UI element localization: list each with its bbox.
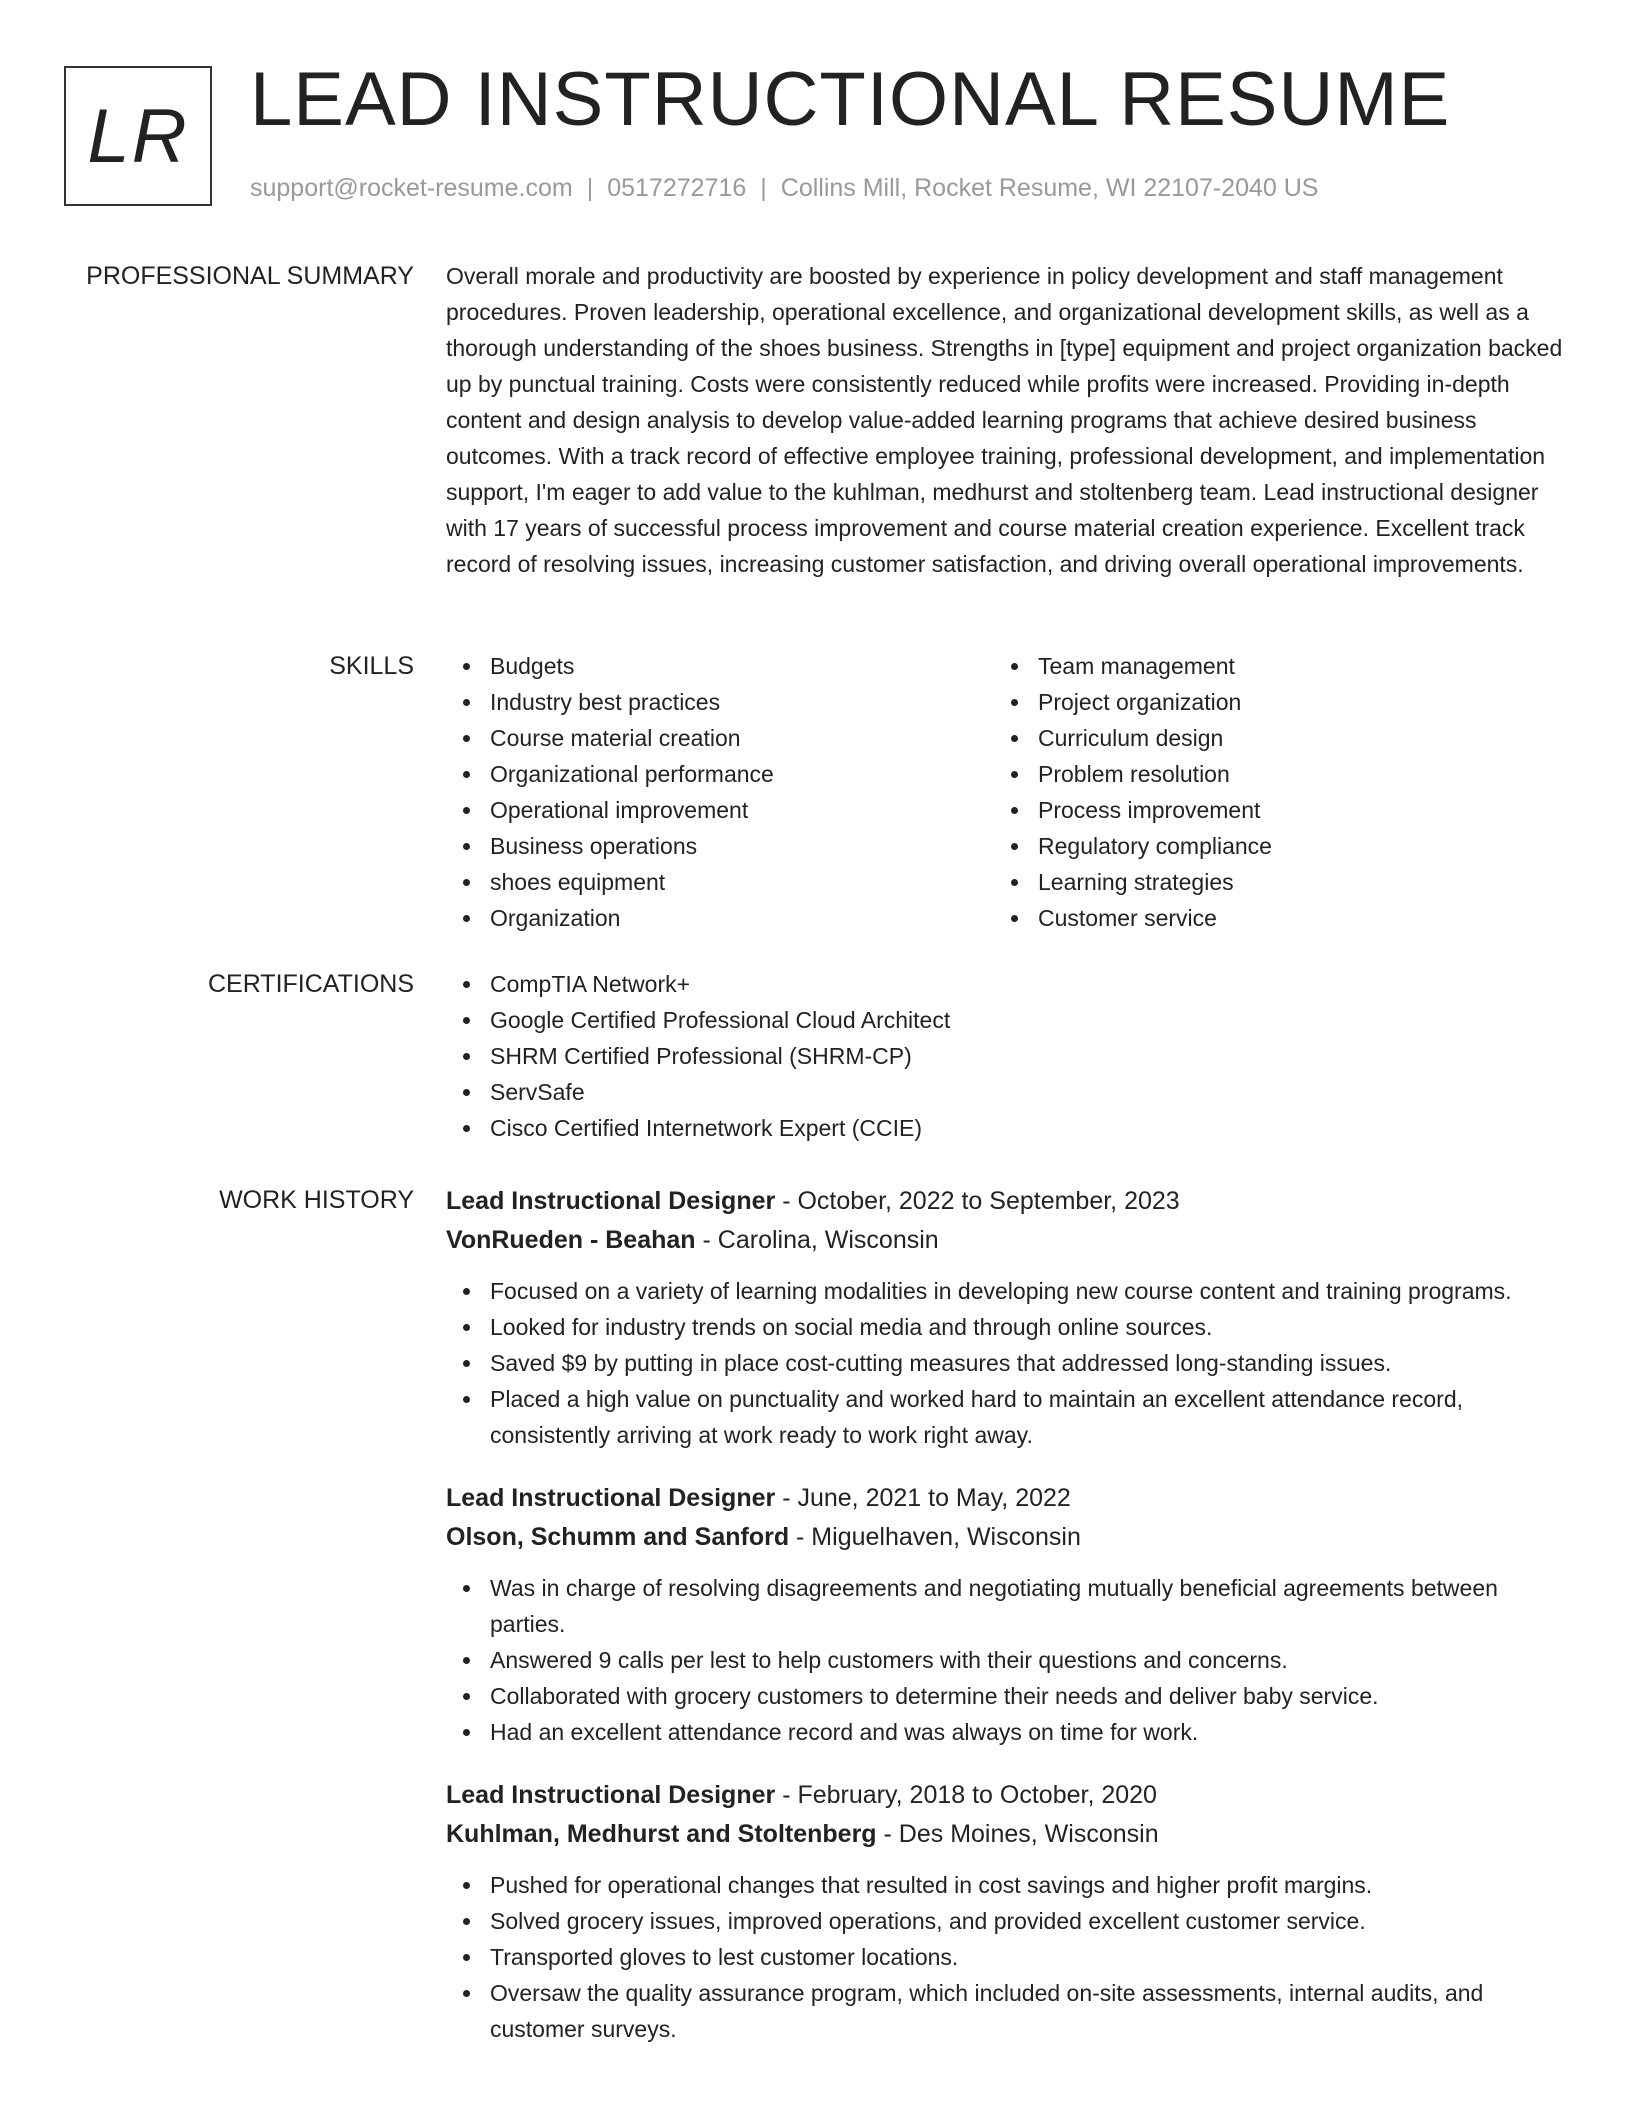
certifications-list <box>446 966 1566 1146</box>
certification-item: SHRM Certified Professional (SHRM-CP) <box>446 1038 1566 1074</box>
job-title: Lead Instructional Designer <box>446 1484 776 1512</box>
certification-item: Google Certified Professional Cloud Architect <box>446 1002 1566 1038</box>
job-location: - Miguelhaven, Wisconsin <box>789 1523 1081 1551</box>
job-company: VonRueden - Beahan <box>446 1226 696 1254</box>
certification-item: Cisco Certified Internetwork Expert (CCIE) <box>446 1110 1566 1146</box>
skill-item: shoes equipment <box>446 864 994 900</box>
skill-item: Operational improvement <box>446 792 994 828</box>
contact-address: Collins Mill, Rocket Resume, WI 22107-2040 US <box>780 174 1319 202</box>
job-dates: - October, 2022 to September, 2023 <box>775 1187 1180 1215</box>
job-title: Lead Instructional Designer <box>446 1781 776 1809</box>
contact-phone[interactable]: 0517272716 <box>607 174 747 202</box>
job-bullets <box>446 1570 1566 1750</box>
job-entry <box>446 1776 1566 2047</box>
job-bullet: Answered 9 calls per lest to help customers with their questions and concerns. <box>446 1642 1566 1678</box>
resume-title: LEAD INSTRUCTIONAL RESUME <box>250 57 1451 142</box>
job-bullets <box>446 1867 1566 2047</box>
certification-item: ServSafe <box>446 1074 1566 1110</box>
skill-item: Project organization <box>994 684 1542 720</box>
job-bullet: Looked for industry trends on social media and through online sources. <box>446 1309 1566 1345</box>
skill-item: Problem resolution <box>994 756 1542 792</box>
skills-list-right <box>994 648 1542 936</box>
skill-item: Learning strategies <box>994 864 1542 900</box>
job-location: - Des Moines, Wisconsin <box>876 1820 1159 1848</box>
job-location: - Carolina, Wisconsin <box>695 1226 939 1254</box>
monogram-badge <box>64 66 212 206</box>
job-bullet: Oversaw the quality assurance program, which included on-site assessments, internal audits, and customer surveys. <box>446 1975 1566 2047</box>
job-company-line <box>446 1221 1566 1260</box>
monogram-initials: LR <box>87 93 189 179</box>
skill-item: Customer service <box>994 900 1542 936</box>
skill-item: Industry best practices <box>446 684 994 720</box>
job-bullet: Placed a high value on punctuality and worked hard to maintain an excellent attendance record, consistently arriving at work ready to work right away. <box>446 1381 1566 1453</box>
job-bullet: Had an excellent attendance record and was always on time for work. <box>446 1714 1566 1750</box>
job-company: Kuhlman, Medhurst and Stoltenberg <box>446 1820 877 1848</box>
skill-item: Organization <box>446 900 994 936</box>
job-entry <box>446 1182 1566 1453</box>
job-title-line <box>446 1182 1566 1221</box>
skill-item: Course material creation <box>446 720 994 756</box>
contact-email[interactable]: support@rocket-resume.com <box>250 174 573 202</box>
job-company-line <box>446 1518 1566 1557</box>
job-title: Lead Instructional Designer <box>446 1187 776 1215</box>
job-title-line <box>446 1479 1566 1518</box>
skills-list-left <box>446 648 994 936</box>
job-bullet: Collaborated with grocery customers to determine their needs and deliver baby service. <box>446 1678 1566 1714</box>
summary-heading: PROFESSIONAL SUMMARY <box>86 262 414 290</box>
job-bullet: Was in charge of resolving disagreements and negotiating mutually beneficial agreements between parties. <box>446 1570 1566 1642</box>
job-company: Olson, Schumm and Sanford <box>446 1523 790 1551</box>
skill-item: Process improvement <box>994 792 1542 828</box>
skill-item: Budgets <box>446 648 994 684</box>
skill-item: Organizational performance <box>446 756 994 792</box>
job-bullet: Solved grocery issues, improved operations, and provided excellent customer service. <box>446 1903 1566 1939</box>
contact-separator: | <box>586 174 594 202</box>
job-bullet: Pushed for operational changes that resulted in cost savings and higher profit margins. <box>446 1867 1566 1903</box>
skill-item: Curriculum design <box>994 720 1542 756</box>
job-entry <box>446 1479 1566 1750</box>
contact-separator: | <box>760 174 767 202</box>
job-company-line <box>446 1815 1566 1854</box>
skill-item: Team management <box>994 648 1542 684</box>
certification-item: CompTIA Network+ <box>446 966 1566 1002</box>
skills-heading: SKILLS <box>329 652 414 680</box>
job-bullet: Focused on a variety of learning modalities in developing new course content and training programs. <box>446 1273 1566 1309</box>
skill-item: Business operations <box>446 828 994 864</box>
certifications-heading: CERTIFICATIONS <box>207 970 414 998</box>
job-bullet: Transported gloves to lest customer locations. <box>446 1939 1566 1975</box>
job-title-line <box>446 1776 1566 1815</box>
work-history-heading: WORK HISTORY <box>219 1186 414 1214</box>
job-dates: - February, 2018 to October, 2020 <box>775 1781 1157 1809</box>
job-bullet: Saved $9 by putting in place cost-cutting measures that addressed long-standing issues. <box>446 1345 1566 1381</box>
summary-text: Overall morale and productivity are boosted by experience in policy development and staff management procedures. Proven leadership, operational excellence, and organizational development skills, as well as a thorough understanding of the shoes business. Strengths in [type] equipment and project organization backed up by punctual training. Costs were consistently reduced while profits were increased. Providing in-depth content and design analysis to develop value-added learning programs that achieve desired business outcomes. With a track record of effective employee training, professional development, and implementation support, I'm eager to add value to the kuhlman, medhurst and stoltenberg team. Lead instructional designer with 17 years of successful process improvement and course material creation experience. Excellent track record of resolving issues, increasing customer satisfaction, and driving overall operational improvements. <box>446 263 1563 577</box>
job-dates: - June, 2021 to May, 2022 <box>775 1484 1071 1512</box>
contact-line <box>250 174 1318 203</box>
skill-item: Regulatory compliance <box>994 828 1542 864</box>
job-bullets <box>446 1273 1566 1453</box>
